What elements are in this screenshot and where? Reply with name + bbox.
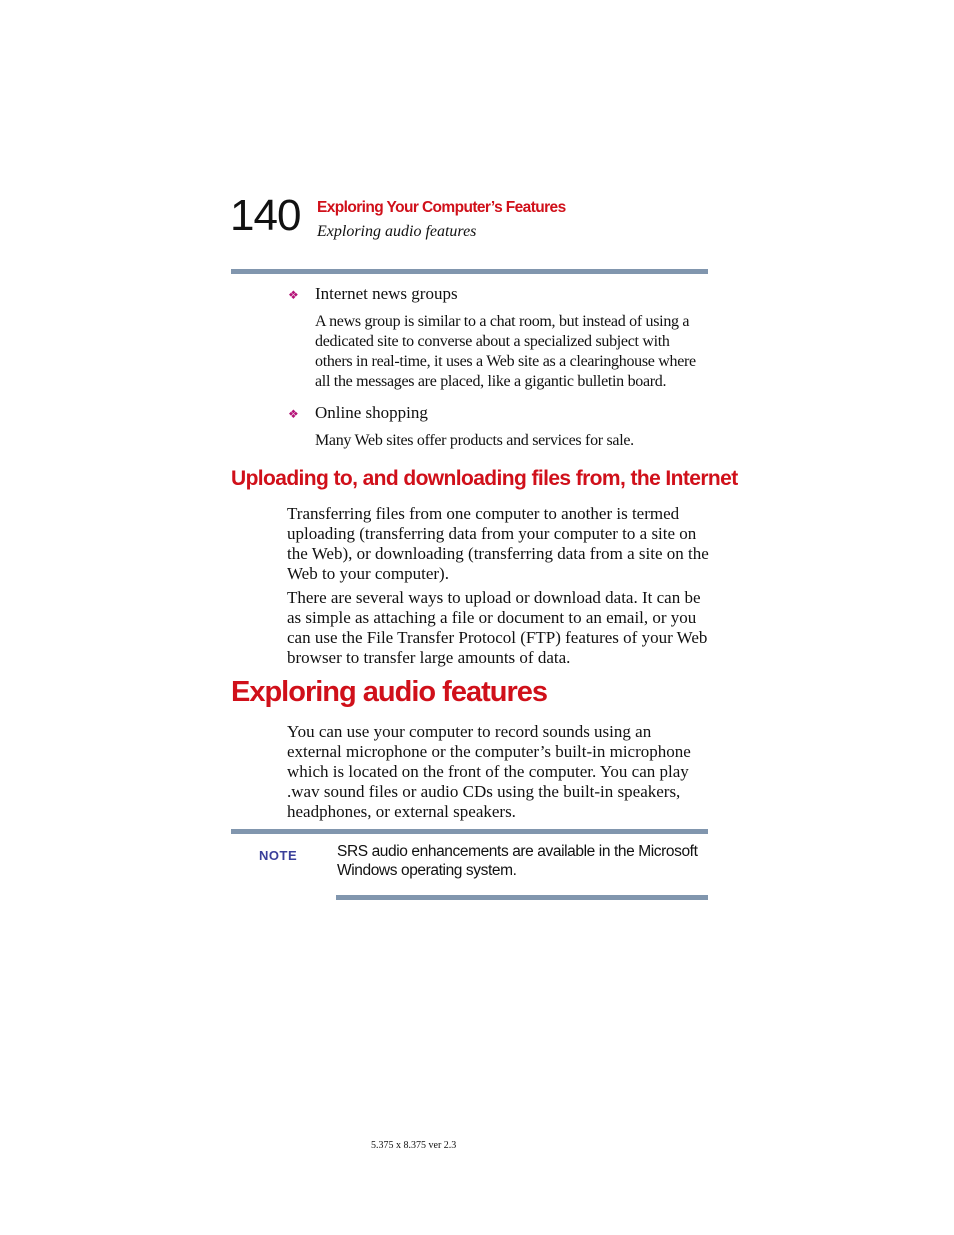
bullet-label-news-groups: Internet news groups: [315, 284, 458, 303]
page-number: 140: [230, 191, 301, 240]
chapter-title: Exploring Your Computer’s Features: [317, 199, 566, 216]
running-section-title: Exploring audio features: [317, 223, 477, 240]
bullet-description-news-groups: A news group is similar to a chat room, but instead of using a dedicated site to converse about a specialized subject with others in real-time, it uses a Web site as a clearinghouse where all the messages are placed, like a gigantic bulletin board.: [315, 313, 696, 390]
note-label: NOTE: [259, 848, 298, 863]
diamond-bullet-icon: ❖: [288, 407, 299, 421]
upload-paragraph-2: There are several ways to upload or download data. It can be as simple as attaching a file or document to an email, or you can use the File Transfer Protocol (FTP) features of your Web browser to transfer large amounts of data.: [287, 588, 708, 667]
note-bottom-divider: [336, 895, 708, 900]
header-divider: [231, 269, 708, 274]
bullet-description-online-shopping: Many Web sites offer products and services for sale.: [315, 432, 634, 449]
audio-section-heading: Exploring audio features: [231, 676, 547, 708]
audio-paragraph: You can use your computer to record sounds using an external microphone or the computer’s built-in microphone which is located on the front of the computer. You can play .wav sound files or audio CDs using the built-in speakers, headphones, or external speakers.: [287, 722, 691, 821]
diamond-bullet-icon: ❖: [288, 288, 299, 302]
upload-paragraph-1: Transferring files from one computer to another is termed uploading (transferring data from your computer to a site on the Web), or downloading (transferring data from a site on the Web to your computer).: [287, 504, 709, 583]
note-top-divider: [231, 829, 708, 834]
upload-section-heading: Uploading to, and downloading files from, the Internet: [231, 467, 738, 490]
bullet-label-online-shopping: Online shopping: [315, 403, 428, 422]
note-text: SRS audio enhancements are available in the Microsoft Windows operating system.: [337, 843, 698, 879]
footer-version: 5.375 x 8.375 ver 2.3: [371, 1140, 457, 1151]
